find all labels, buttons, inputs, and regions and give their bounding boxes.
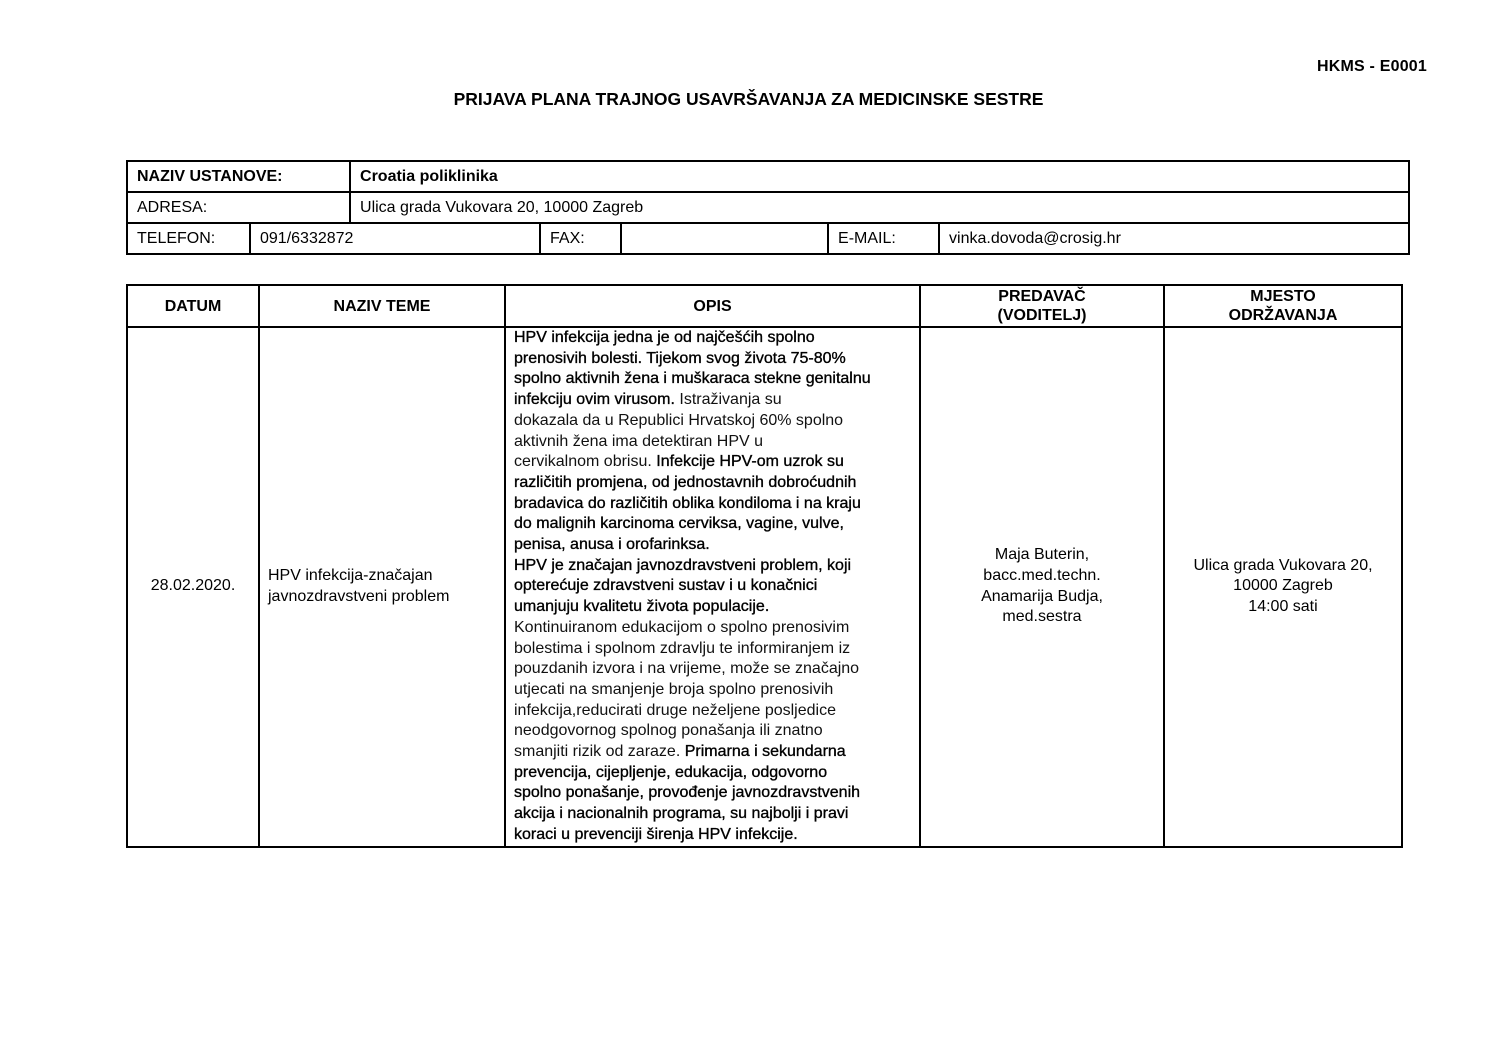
description-line xyxy=(514,680,911,701)
description-line xyxy=(514,535,911,556)
row-description xyxy=(505,327,920,847)
header-venue-line1: MJESTO xyxy=(1250,288,1316,305)
lecturer-line: bacc.med.techn. xyxy=(983,567,1101,585)
institution-contact-row xyxy=(127,223,1409,254)
lecturer-line: Maja Buterin, xyxy=(994,546,1090,564)
header-description: OPIS xyxy=(505,285,920,327)
description-line xyxy=(514,639,911,660)
description-line xyxy=(514,618,911,639)
email-label: E-MAIL: xyxy=(828,223,939,254)
description-line xyxy=(514,473,911,494)
description-text: različitih promjena, od jednostavnih dobroćudnih xyxy=(514,473,857,491)
institution-name-value: Croatia poliklinika xyxy=(350,161,1409,192)
description-text: penisa, anusa i orofarinksa. xyxy=(514,536,710,554)
header-venue xyxy=(1164,285,1402,327)
plan-row xyxy=(127,327,1402,847)
description-text: bradavica do različitih oblika kondiloma i na kraju xyxy=(514,494,861,512)
header-lecturer-line2: (VODITELJ) xyxy=(997,307,1087,324)
description-text: Infekcije HPV-om uzrok su xyxy=(651,453,844,471)
description-line xyxy=(514,432,911,453)
description-line xyxy=(514,494,911,515)
row-date: 28.02.2020. xyxy=(127,327,259,847)
row-venue xyxy=(1164,327,1402,847)
description-line xyxy=(514,576,911,597)
description-line xyxy=(514,369,911,390)
description-line xyxy=(514,701,911,722)
description-text: prenosivih bolesti. Tijekom svog života 75-80% xyxy=(514,349,846,367)
description-text: do malignih karcinoma cerviksa, vagine, vulve, xyxy=(514,515,844,533)
institution-address-row xyxy=(127,192,1409,223)
row-topic-line2: javnozdravstveni problem xyxy=(268,587,450,605)
header-venue-line2: ODRŽAVANJA xyxy=(1228,307,1338,324)
description-text: infekcija,reducirati druge neželjene posljedice xyxy=(514,701,836,719)
description-text: Istraživanja su xyxy=(674,391,782,409)
header-date: DATUM xyxy=(127,285,259,327)
institution-name-label: NAZIV USTANOVE: xyxy=(127,161,350,192)
description-line xyxy=(514,514,911,535)
description-line xyxy=(514,659,911,680)
description-line xyxy=(514,452,911,473)
description-text: smanjiti rizik od zaraze. xyxy=(514,743,681,761)
description-line xyxy=(514,763,911,784)
description-text: koraci u prevenciji širenja HPV infekcije. xyxy=(514,825,798,843)
description-text: cervikalnom obrisu. xyxy=(514,453,652,471)
venue-line: 14:00 sati xyxy=(1248,598,1318,616)
description-text: Primarna i sekundarna xyxy=(680,743,846,761)
row-topic-line1: HPV infekcija-značajan xyxy=(268,567,433,585)
description-text: HPV infekcija jedna je od najčešćih spolno xyxy=(514,329,815,346)
description-text: neodgovornog spolnog ponašanja ili znatno xyxy=(514,722,823,740)
header-lecturer-line1: PREDAVAČ xyxy=(998,288,1086,305)
description-text: opterećuje zdravstveni sustav i u konačnici xyxy=(514,577,818,595)
description-text: Kontinuiranom edukacijom o spolno prenosivim xyxy=(514,618,850,636)
description-line xyxy=(514,804,911,825)
education-plan-table xyxy=(126,284,1403,848)
fax-value xyxy=(621,223,828,254)
description-text: bolestima i spolnom zdravlju te informiranjem iz xyxy=(514,639,851,657)
fax-label: FAX: xyxy=(540,223,621,254)
description-line xyxy=(514,721,911,742)
address-label: ADRESA: xyxy=(127,192,350,223)
description-line xyxy=(514,783,911,804)
description-text: pouzdanih izvora i na vrijeme, može se značajno xyxy=(514,660,860,678)
form-code: HKMS - E0001 xyxy=(1317,58,1427,75)
description-line xyxy=(514,349,911,370)
description-text: HPV je značajan javnozdravstveni problem, koji xyxy=(514,556,852,574)
description-text: umanjuju kvalitetu života populacije. xyxy=(514,598,770,616)
lecturer-line: med.sestra xyxy=(1002,608,1082,626)
description-text: akcija i nacionalnih programa, su najbolji i pravi xyxy=(514,805,849,823)
description-line xyxy=(514,597,911,618)
description-text: spolno ponašanje, provođenje javnozdravstvenih xyxy=(514,784,861,802)
description-line xyxy=(514,328,911,349)
email-value: vinka.dovoda@crosig.hr xyxy=(939,223,1409,254)
description-line xyxy=(514,390,911,411)
description-text: utjecati na smanjenje broja spolno prenosivih xyxy=(514,680,834,698)
description-text: aktivnih žena ima detektiran HPV u xyxy=(514,432,764,450)
description-line xyxy=(514,825,911,846)
plan-header-row xyxy=(127,285,1402,327)
description-line xyxy=(514,556,911,577)
description-text: infekciju ovim virusom. xyxy=(514,391,675,409)
phone-value: 091/6332872 xyxy=(250,223,540,254)
page-title: PRIJAVA PLANA TRAJNOG USAVRŠAVANJA ZA MEDICINSKE SESTRE xyxy=(453,89,1044,109)
address-value: Ulica grada Vukovara 20, 10000 Zagreb xyxy=(350,192,1409,223)
description-text: dokazala da u Republici Hrvatskoj 60% spolno xyxy=(514,411,844,429)
description-text: prevencija, cijepljenje, edukacija, odgovorno xyxy=(514,763,828,781)
venue-line: 10000 Zagreb xyxy=(1233,577,1333,595)
description-text: spolno aktivnih žena i muškaraca stekne genitalnu xyxy=(514,370,871,388)
header-topic: NAZIV TEME xyxy=(259,285,505,327)
description-line xyxy=(514,411,911,432)
lecturer-line: Anamarija Budja, xyxy=(981,587,1103,605)
venue-line: Ulica grada Vukovara 20, xyxy=(1193,556,1373,574)
header-lecturer xyxy=(920,285,1164,327)
phone-label: TELEFON: xyxy=(127,223,250,254)
institution-info-table xyxy=(126,160,1410,255)
row-topic xyxy=(259,327,505,847)
row-lecturer xyxy=(920,327,1164,847)
description-line xyxy=(514,742,911,763)
institution-name-row xyxy=(127,161,1409,192)
